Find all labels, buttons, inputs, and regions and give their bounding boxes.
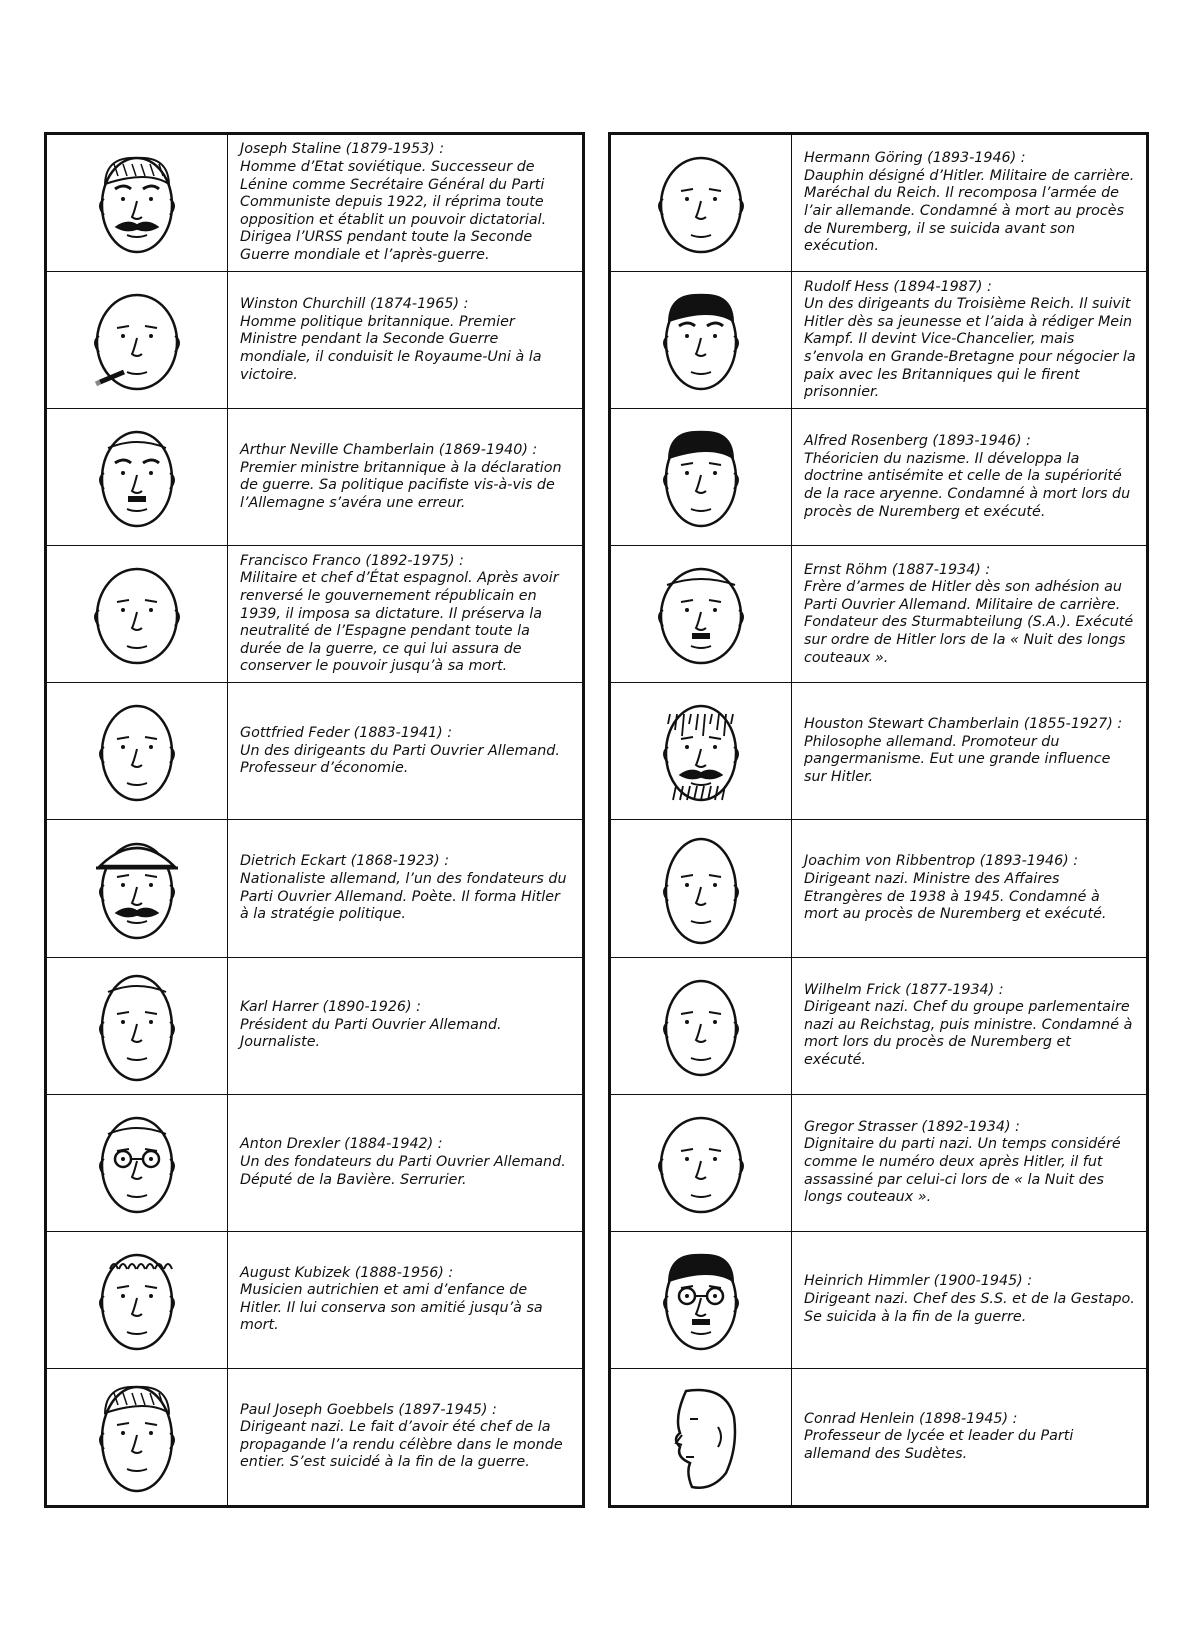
biography-text: [228, 546, 582, 682]
biography-row: [47, 409, 582, 546]
biography-row: [611, 820, 1146, 957]
person-name: Conrad Henlein (1898-1945) :: [804, 1410, 1018, 1427]
person-description: Un des fondateurs du Parti Ouvrier Allemand. Député de la Bavière. Serrurier.: [240, 1153, 566, 1188]
biography-text: [228, 958, 582, 1094]
person-name: Paul Joseph Goebbels (1897-1945) :: [240, 1401, 497, 1418]
person-name: Gottfried Feder (1883-1941) :: [240, 725, 453, 742]
left-biography-table: [44, 132, 585, 1508]
person-name: Hermann Göring (1893-1946) :: [804, 150, 1026, 167]
person-name: Heinrich Himmler (1900-1945) :: [804, 1273, 1033, 1290]
person-description: Philosophe allemand. Promoteur du pangermanisme. Eut une grande influence sur Hitler.: [804, 733, 1111, 786]
biography-row: [611, 1232, 1146, 1369]
person-description: Un des dirigeants du Parti Ouvrier Allemand. Professeur d’économie.: [240, 742, 560, 777]
strasser-caricature-icon: [611, 1095, 792, 1231]
person-name: August Kubizek (1888-1956) :: [240, 1264, 454, 1281]
biography-row: [47, 820, 582, 957]
biography-row: [611, 1095, 1146, 1232]
person-name: Joachim von Ribbentrop (1893-1946) :: [804, 853, 1079, 870]
person-description: Dignitaire du parti nazi. Un temps considéré comme le numéro deux après Hitler, il fut assassiné par celui-ci lors de « la Nuit des longs couteaux ».: [804, 1136, 1121, 1206]
person-description: Frère d’armes de Hitler dès son adhésion au Parti Ouvrier Allemand. Militaire de carrière. Fondateur des Sturmabteilung (S.A.). Exécuté sur ordre de Hitler lors de la « Nuit des longs couteaux ».: [804, 579, 1134, 666]
biography-row: [611, 135, 1146, 272]
drexler-caricature-icon: [47, 1095, 228, 1231]
biography-row: [47, 1232, 582, 1369]
person-description: Dirigeant nazi. Chef des S.S. et de la Gestapo. Se suicida à la fin de la guerre.: [804, 1291, 1135, 1325]
biography-text: [792, 958, 1146, 1094]
biography-text: [228, 1232, 582, 1368]
person-description: Théoricien du nazisme. Il développa la doctrine antisémite et celle de la supériorité de la race aryenne. Condamné à mort lors du procès de Nuremberg et exécuté.: [804, 450, 1131, 520]
henlein-caricature-icon: [611, 1369, 792, 1505]
person-name: Arthur Neville Chamberlain (1869-1940) :: [240, 442, 538, 459]
franco-caricature-icon: [47, 546, 228, 682]
person-name: Alfred Rosenberg (1893-1946) :: [804, 433, 1031, 450]
biography-text: [792, 1369, 1146, 1505]
biography-row: [611, 958, 1146, 1095]
rosenberg-caricature-icon: [611, 409, 792, 545]
person-description: Nationaliste allemand, l’un des fondateurs du Parti Ouvrier Allemand. Poète. Il forma Hitler à la stratégie politique.: [240, 870, 567, 923]
churchill-caricature-icon: [47, 272, 228, 408]
biography-text: [228, 820, 582, 956]
hess-caricature-icon: [611, 272, 792, 408]
biography-row: [47, 683, 582, 820]
biography-text: [792, 683, 1146, 819]
person-description: Musicien autrichien et ami d’enfance de Hitler. Il lui conserva son amitié jusqu’à sa mort.: [240, 1282, 543, 1334]
person-name: Gregor Strasser (1892-1934) :: [804, 1118, 1020, 1135]
harrer-caricature-icon: [47, 958, 228, 1094]
person-name: Rudolf Hess (1894-1987) :: [804, 278, 992, 295]
biography-row: [611, 683, 1146, 820]
person-name: Wilhelm Frick (1877-1934) :: [804, 981, 1004, 998]
goebbels-caricature-icon: [47, 1369, 228, 1505]
person-description: Homme d’Etat soviétique. Successeur de Lénine comme Secrétaire Général du Parti Communiste depuis 1922, il réprima toute opposition et établit un pouvoir dictatorial. Dirigea l’URSS pendant toute la Seconde Guerre mondiale et l’après-guerre.: [240, 159, 547, 264]
biography-text: [792, 272, 1146, 408]
biography-text: [228, 409, 582, 545]
kubizek-caricature-icon: [47, 1232, 228, 1368]
biography-text: [792, 820, 1146, 956]
biography-text: [228, 1095, 582, 1231]
rohm-caricature-icon: [611, 546, 792, 682]
biography-text: [228, 272, 582, 408]
biography-row: [611, 1369, 1146, 1505]
person-description: Militaire et chef d’État espagnol. Après avoir renversé le gouvernement républicain en 1939, il imposa sa dictature. Il préserva la neutralité de l’Espagne pendant toute la durée de la guerre, ce qui lui assura de conserver le pouvoir jusqu’à sa mort.: [240, 570, 559, 675]
houston-chamberlain-caricature-icon: [611, 683, 792, 819]
himmler-caricature-icon: [611, 1232, 792, 1368]
person-description: Professeur de lycée et leader du Parti allemand des Sudètes.: [804, 1428, 1074, 1462]
biography-row: [47, 546, 582, 683]
frick-caricature-icon: [611, 958, 792, 1094]
biography-row: [611, 546, 1146, 683]
person-description: Un des dirigeants du Troisième Reich. Il suivit Hitler dès sa jeunesse et l’aida à rédiger Mein Kampf. Il devint Vice-Chancelier, mais s’envola en Grande-Bretagne pour négocier la paix avec les Britanniques qui le firent prisonnier.: [804, 296, 1136, 401]
person-name: Houston Stewart Chamberlain (1855-1927) :: [804, 716, 1123, 733]
biography-row: [47, 272, 582, 409]
person-name: Dietrich Eckart (1868-1923) :: [240, 853, 450, 870]
biography-text: [228, 683, 582, 819]
person-name: Ernst Röhm (1887-1934) :: [804, 561, 991, 578]
goring-caricature-icon: [611, 135, 792, 271]
biography-text: [792, 1232, 1146, 1368]
neville-chamberlain-caricature-icon: [47, 409, 228, 545]
biography-row: [47, 1095, 582, 1232]
person-description: Dauphin désigné d’Hitler. Militaire de carrière. Maréchal du Reich. Il recomposa l’armée de l’air allemande. Condamné à mort au procès de Nuremberg, il se suicida avant son exécution.: [804, 167, 1135, 255]
biography-text: [792, 546, 1146, 682]
biography-text: [792, 135, 1146, 271]
person-name: Anton Drexler (1884-1942) :: [240, 1136, 443, 1153]
biography-row: [611, 409, 1146, 546]
person-name: Francisco Franco (1892-1975) :: [240, 552, 464, 569]
eckart-caricature-icon: [47, 820, 228, 956]
person-description: Dirigeant nazi. Ministre des Affaires Etrangères de 1938 à 1945. Condamné à mort au procès de Nuremberg et exécuté.: [804, 870, 1107, 923]
biography-row: [47, 958, 582, 1095]
biography-text: [792, 409, 1146, 545]
person-name: Karl Harrer (1890-1926) :: [240, 999, 421, 1016]
person-description: Dirigeant nazi. Le fait d’avoir été chef de la propagande l’a rendu célèbre dans le monde entier. S’est suicidé à la fin de la guerre.: [240, 1419, 563, 1471]
biography-text: [228, 135, 582, 271]
person-name: Winston Churchill (1874-1965) :: [240, 296, 469, 313]
person-description: Premier ministre britannique à la déclaration de guerre. Sa politique pacifiste vis-à-vis de l’Allemagne s’avéra une erreur.: [240, 459, 562, 511]
biography-text: [792, 1095, 1146, 1231]
ribbentrop-caricature-icon: [611, 820, 792, 956]
biography-row: [47, 135, 582, 272]
biography-row: [47, 1369, 582, 1505]
person-description: Président du Parti Ouvrier Allemand. Journaliste.: [240, 1016, 502, 1051]
person-description: Homme politique britannique. Premier Ministre pendant la Seconde Guerre mondiale, il conduisit le Royaume-Uni à la victoire.: [240, 313, 542, 383]
stalin-caricature-icon: [47, 135, 228, 271]
person-description: Dirigeant nazi. Chef du groupe parlementaire nazi au Reichstag, puis ministre. Condamné à mort lors du procès de Nuremberg et exécuté.: [804, 999, 1133, 1068]
biography-text: [228, 1369, 582, 1505]
right-biography-table: [608, 132, 1149, 1508]
feder-caricature-icon: [47, 683, 228, 819]
biography-row: [611, 272, 1146, 409]
person-name: Joseph Staline (1879-1953) :: [240, 141, 445, 158]
